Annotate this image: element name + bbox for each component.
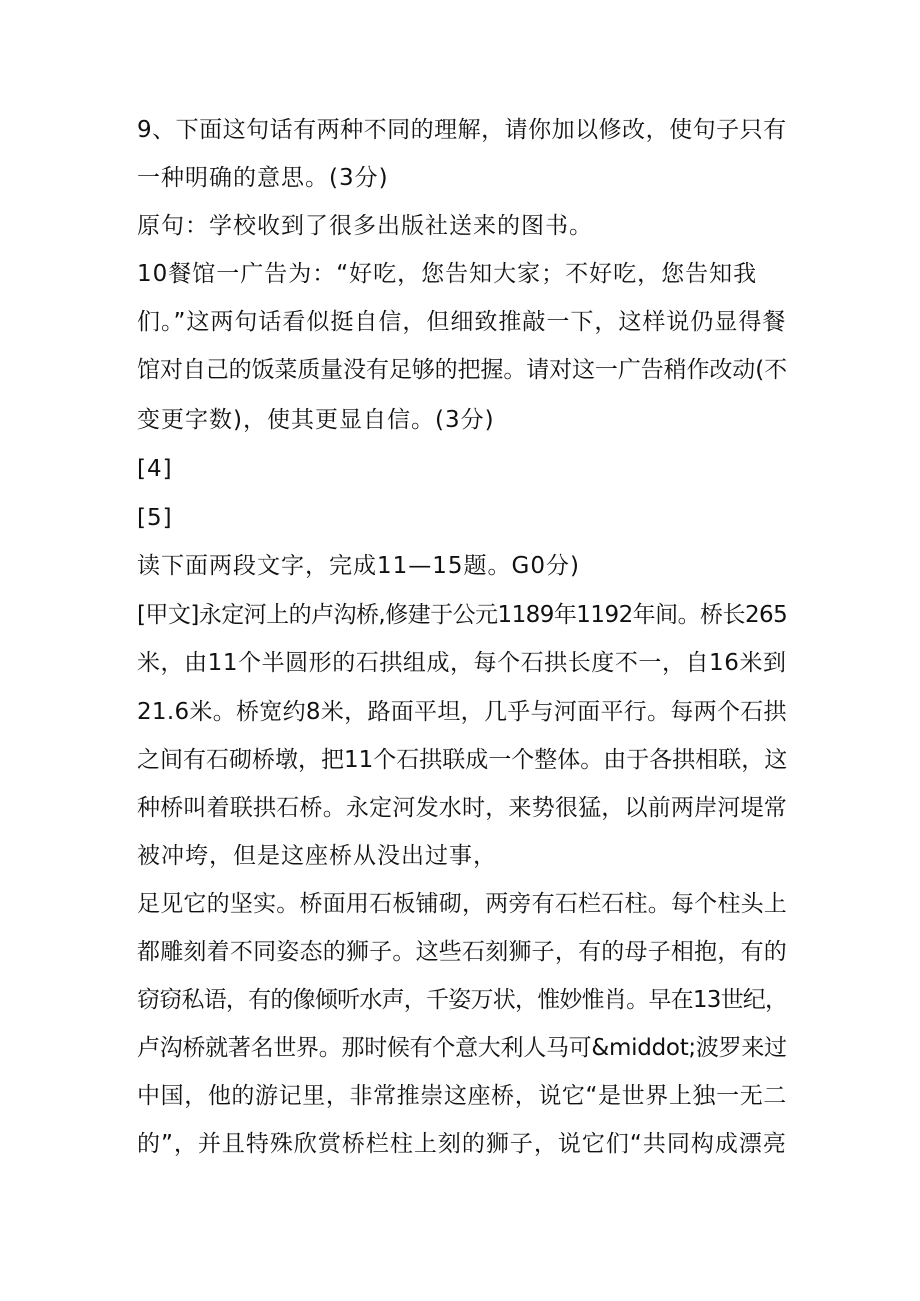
text-line: 足见它的坚实。桥面用石板铺砌，两旁有石栏石柱。每个柱头上 [137,891,787,917]
text-line: 种桥叫着联拱石桥。永定河发水时，来势很猛，以前两岸河堤常 [137,795,787,821]
text-line: 米，由11个半圆形的石拱组成，每个石拱长度不一，自16米到 [137,650,787,676]
text-line: 们。”这两句话看似挺自信，但细致推敲一下，这样说仍显得餐 [137,309,787,335]
text-line: [5] [137,505,173,531]
text-line: 卢沟桥就著名世界。那时候有个意大利人马可&middot;波罗来过 [137,1035,787,1061]
text-line: 9、下面这句话有两种不同的理解，请你加以修改，使句子只有 [137,117,787,143]
text-line: 的”，并且特殊欣赏桥栏柱上刻的狮子，说它们“共同构成漂亮 [137,1131,787,1157]
text-line: 10餐馆一广告为：“好吃，您告知大家；不好吃，您告知我 [137,261,758,287]
text-line: 都雕刻着不同姿态的狮子。这些石刻狮子，有的母子相抱，有的 [137,939,787,965]
text-line: 馆对自己的饭菜质量没有足够的把握。请对这一广告稍作改动(不 [137,357,787,383]
text-line: 读下面两段文字，完成11—15题。G0分) [137,553,580,579]
text-line: [4] [137,456,173,482]
text-line: 变更字数)，使其更显自信。(3分) [137,407,495,433]
text-line: 原句：学校收到了很多出版社送来的图书。 [137,213,593,239]
text-line: 之间有石砌桥墩，把11个石拱联成一个整体。由于各拱相联，这 [137,747,788,773]
text-line: 一种明确的意思。(3分) [137,165,389,191]
text-line: 中国，他的游记里，非常推崇这座桥，说它“是世界上独一无二 [137,1083,787,1109]
text-line: 21.6米。桥宽约8米，路面平坦，几乎与河面平行。每两个石拱 [137,699,787,725]
text-line: 窃窃私语，有的像倾听水声，千姿万状，惟妙惟肖。早在13世纪， [137,987,788,1013]
text-line: 被冲垮，但是这座桥从没出过事， [137,843,497,869]
text-line: [甲文]永定河上的卢沟桥,修建于公元1189年1192年间。桥长265 [137,602,788,628]
